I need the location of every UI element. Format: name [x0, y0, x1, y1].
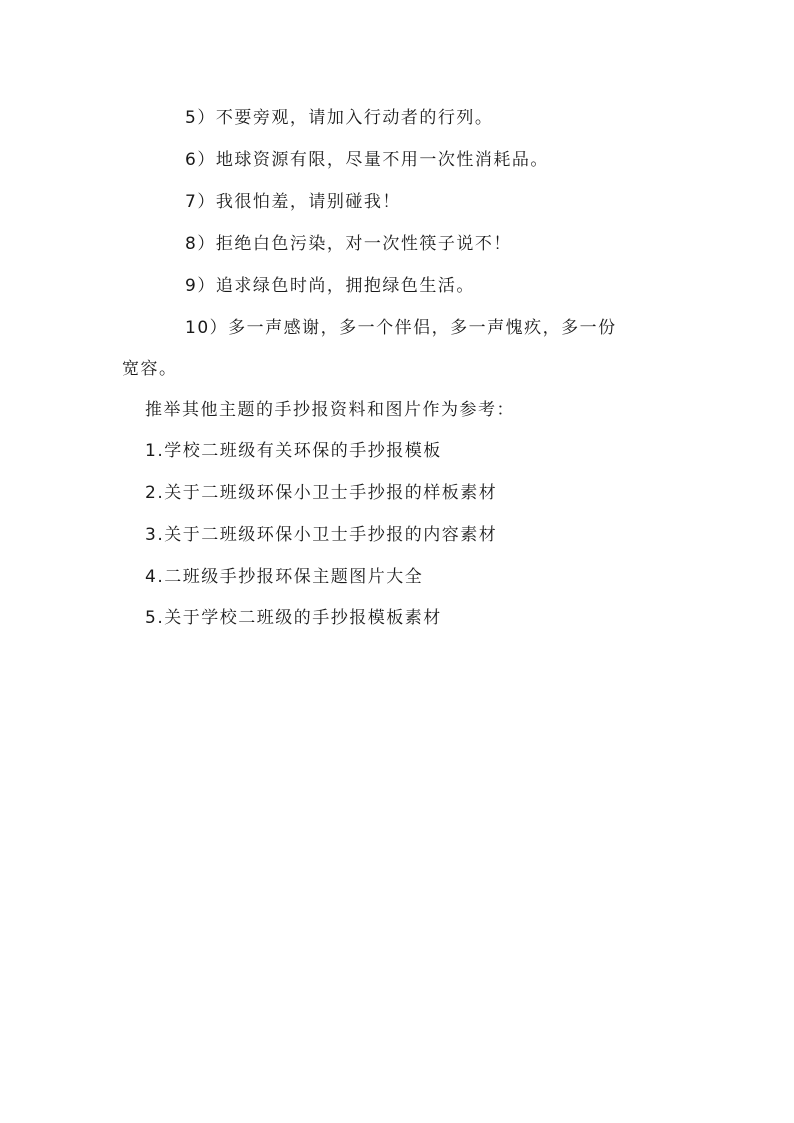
- slogan-item: 5）不要旁观，请加入行动者的行列。: [185, 108, 494, 128]
- slogan-item: 8）拒绝白色污染，对一次性筷子说不！: [185, 234, 512, 254]
- slogan-continuation: 宽容。: [122, 359, 178, 379]
- slogan-item: 7）我很怕羞，请别碰我！: [185, 192, 401, 212]
- recommend-link[interactable]: 1.学校二班级有关环保的手抄报模板: [145, 441, 442, 461]
- slogan-item: 9）追求绿色时尚，拥抱绿色生活。: [185, 276, 475, 296]
- recommend-heading: 推举其他主题的手抄报资料和图片作为参考：: [145, 400, 515, 420]
- recommend-link[interactable]: 2.关于二班级环保小卫士手抄报的样板素材: [145, 483, 498, 503]
- recommend-link[interactable]: 3.关于二班级环保小卫士手抄报的内容素材: [145, 525, 498, 545]
- slogan-item: 10）多一声感谢，多一个伴侣，多一声愧疚，多一份: [185, 318, 617, 338]
- recommend-link[interactable]: 5.关于学校二班级的手抄报模板素材: [145, 608, 442, 628]
- slogan-item: 6）地球资源有限，尽量不用一次性消耗品。: [185, 150, 549, 170]
- recommend-link[interactable]: 4.二班级手抄报环保主题图片大全: [145, 567, 424, 587]
